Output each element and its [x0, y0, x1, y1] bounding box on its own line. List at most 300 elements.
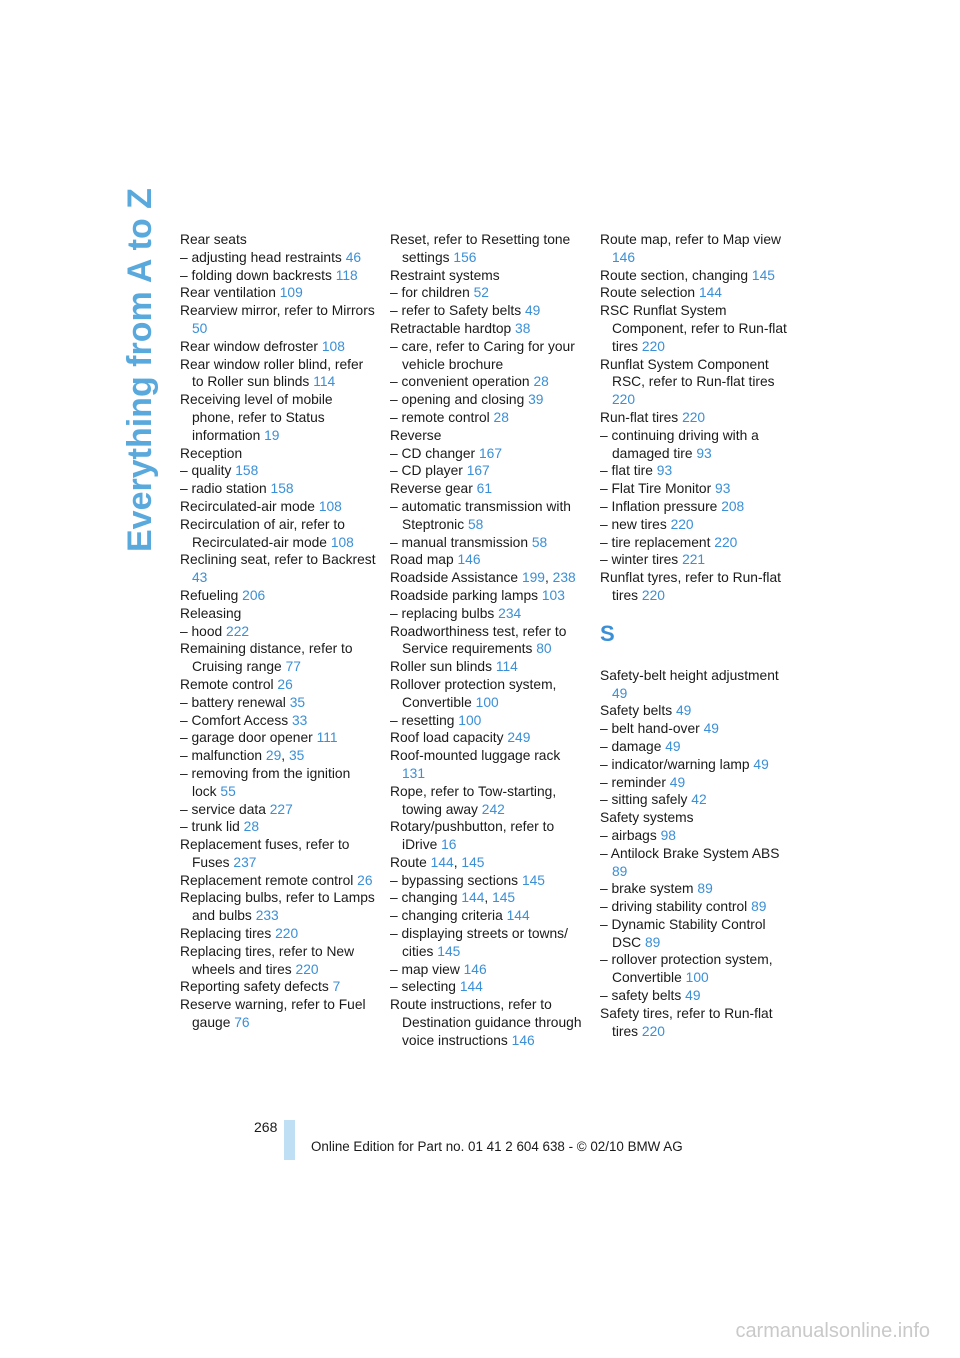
side-section-title: Everything from A to Z	[121, 188, 159, 552]
page-reference-link[interactable]: 249	[507, 730, 531, 746]
page-reference-link[interactable]: 49	[665, 738, 681, 754]
page-reference-link[interactable]: 220	[295, 961, 319, 977]
index-entry-text: – refer to Safety belts	[390, 303, 522, 319]
index-entry	[180, 498, 376, 516]
index-entry	[600, 1005, 796, 1041]
index-entry-text: – displaying streets or towns/ cities	[390, 926, 568, 959]
index-entry-text: Reverse	[390, 427, 442, 443]
page-reference-link[interactable]: 93	[696, 445, 712, 461]
index-entry	[390, 445, 586, 463]
index-entry	[600, 738, 796, 756]
page-reference-link[interactable]: 100	[685, 970, 709, 986]
index-entry	[600, 845, 796, 881]
page-reference-link[interactable]: 28	[493, 409, 509, 425]
index-entry	[180, 480, 376, 498]
page-reference-link[interactable]: 42	[691, 792, 707, 808]
page-reference-link[interactable]: 61	[476, 481, 493, 497]
page-reference-link[interactable]: 145	[751, 267, 775, 283]
page-reference-link[interactable]: 220	[670, 516, 694, 532]
index-entry-text: Replacing bulbs, refer to Lamps and bulbs	[180, 890, 375, 924]
index-entry-text: Reset, refer to Resetting tone settings	[390, 232, 571, 265]
index-entry-text: – indicator/warning lamp	[600, 756, 750, 772]
index-entry	[600, 516, 796, 534]
page-reference-link[interactable]: 220	[641, 587, 665, 603]
page-reference-link[interactable]: 233	[255, 908, 279, 924]
index-entry-text: Refueling	[180, 587, 239, 603]
index-entry-text: – airbags	[600, 827, 657, 843]
page-reference-link[interactable]: 108	[318, 498, 342, 514]
page-reference-link[interactable]: 208	[721, 498, 745, 514]
index-entry	[600, 702, 796, 720]
index-entry-text: Rotary/pushbutton, refer to iDrive	[390, 819, 555, 853]
index-entry-text: Rear window defroster	[180, 338, 319, 354]
index-entry-text: Route section, changing	[600, 267, 749, 283]
page-reference-link[interactable]: 29	[265, 748, 282, 764]
index-entry-text: – continuing driving with a damaged tire	[600, 427, 759, 461]
index-entry-text: Safety tires, refer to Run-flat tires	[600, 1005, 773, 1039]
index-entry	[600, 827, 796, 845]
index-entry-text: – radio station	[180, 481, 267, 497]
page-reference-link[interactable]: 98	[660, 827, 676, 843]
page-reference-link[interactable]: 156	[453, 249, 477, 265]
index-entry	[180, 284, 376, 302]
index-entry	[180, 889, 376, 925]
watermark: carmanualsonline.info	[735, 1320, 930, 1342]
index-entry-text: – automatic transmission with Steptronic	[390, 498, 571, 532]
index-entry	[600, 356, 796, 409]
page-reference-link[interactable]: 111	[316, 730, 338, 746]
index-entry	[600, 284, 796, 302]
index-entry	[180, 551, 376, 587]
page-reference-link[interactable]: 43	[192, 570, 208, 586]
page-reference-link[interactable]: 100	[475, 694, 499, 710]
index-entry	[390, 658, 586, 676]
index-entry-text: Route instructions, refer to Destination guidance through voice instructions	[390, 997, 582, 1048]
page-reference-link[interactable]: 49	[753, 756, 769, 772]
index-entry	[390, 409, 586, 427]
page-reference-link[interactable]: 220	[714, 534, 738, 550]
index-entry	[390, 534, 586, 552]
page-reference-link[interactable]: 93	[715, 481, 731, 497]
page-separator: ,	[544, 570, 549, 586]
index-entry	[390, 498, 586, 534]
page-reference-link[interactable]: 28	[533, 374, 549, 390]
page-reference-link[interactable]: 144	[506, 908, 530, 924]
index-entry-text: – driving stability control	[600, 899, 748, 915]
page-reference-link[interactable]: 49	[703, 721, 719, 737]
page-reference-link[interactable]: 144	[459, 979, 483, 995]
index-entry-text: – opening and closing	[390, 392, 525, 408]
index-entry-text: Safety-belt height adjustment	[600, 667, 779, 683]
index-entry	[390, 284, 586, 302]
index-entry	[390, 391, 586, 409]
index-entry-text: – malfunction	[180, 748, 263, 764]
page-reference-link[interactable]: 114	[495, 659, 518, 675]
page-separator: ,	[453, 854, 458, 870]
index-entry-text: – quality	[180, 463, 232, 479]
footer-edition-note: Online Edition for Part no. 01 41 2 604 638 - © 02/10 BMW AG	[311, 1139, 683, 1154]
index-entry-text: – changing criteria	[390, 908, 503, 924]
index-entry	[390, 338, 586, 374]
page-reference-link[interactable]: 49	[675, 703, 692, 719]
index-entry-text: – winter tires	[600, 552, 679, 568]
index-entry-text: Replacement remote control	[180, 872, 354, 888]
page-reference-link[interactable]: 146	[463, 961, 487, 977]
index-entry-text: Retractable hardtop	[390, 320, 512, 336]
index-entry-text: – flat tire	[600, 463, 653, 479]
page-reference-link[interactable]: 108	[321, 338, 345, 354]
index-entry-text: Rope, refer to Tow-starting, towing away	[390, 783, 557, 817]
index-entry-text: Roof-mounted luggage rack	[390, 748, 561, 764]
index-entry-text: – Antilock Brake System ABS	[600, 845, 780, 861]
page-reference-link[interactable]: 93	[656, 463, 673, 479]
index-entry-text: Route selection	[600, 285, 696, 301]
index-entry	[600, 409, 796, 427]
index-entry	[600, 569, 796, 605]
page-reference-link[interactable]: 144	[698, 285, 722, 301]
index-entry	[390, 783, 586, 819]
index-entry-text: – CD player	[390, 463, 463, 479]
page-separator: ,	[281, 748, 286, 764]
index-entry-text: Roof load capacity	[390, 730, 504, 746]
page-reference-link[interactable]: 52	[473, 285, 489, 301]
index-entry	[390, 462, 586, 480]
index-entry-text: Roadside Assistance	[390, 570, 519, 586]
index-entry	[600, 756, 796, 774]
page-reference-link[interactable]: 145	[521, 872, 545, 888]
page-reference-link[interactable]: 238	[552, 570, 576, 586]
index-entry	[390, 587, 586, 605]
index-letter-heading: S	[600, 620, 615, 646]
page-reference-link[interactable]: 158	[270, 481, 294, 497]
index-entry-text: Road map	[390, 552, 454, 568]
index-entry-text: – garage door opener	[180, 730, 313, 746]
page-reference-link[interactable]: 76	[234, 1015, 250, 1031]
index-entry	[390, 907, 586, 925]
index-entry	[390, 373, 586, 391]
index-entry-text: – bypassing sections	[390, 872, 519, 888]
index-entry-text: – service data	[180, 801, 266, 817]
index-entry-text: – trunk lid	[180, 819, 240, 835]
index-entry-text: – replacing bulbs	[390, 605, 495, 621]
index-entry	[390, 978, 586, 996]
index-entry-text: – map view	[390, 961, 460, 977]
index-entry	[600, 667, 796, 703]
index-entry-text: Rollover protection system, Convertible	[390, 676, 557, 710]
index-entry-text: – hood	[180, 623, 223, 639]
page-reference-link[interactable]: 167	[466, 463, 490, 479]
index-entry-text: Reception	[180, 445, 243, 461]
page-reference-link[interactable]: 199	[521, 570, 545, 586]
page-reference-link[interactable]: 227	[269, 801, 293, 817]
page-reference-link[interactable]: 55	[220, 783, 236, 799]
page-reference-link[interactable]: 35	[288, 748, 305, 764]
page-reference-link[interactable]: 114	[313, 374, 336, 390]
index-entry	[600, 267, 796, 285]
index-entry-text: Route	[390, 854, 427, 870]
index-entry-text: – Comfort Access	[180, 712, 289, 728]
index-entry	[600, 791, 796, 809]
index-entry	[180, 249, 376, 267]
index-entry	[600, 774, 796, 792]
index-entry-text: Reserve warning, refer to Fuel gauge	[180, 997, 366, 1031]
index-entry	[600, 534, 796, 552]
page-reference-link[interactable]: 50	[192, 320, 208, 336]
page-reference-link[interactable]: 234	[498, 605, 522, 621]
index-entry	[600, 951, 796, 987]
index-entry	[180, 978, 376, 996]
index-column-1	[180, 231, 376, 1032]
index-entry-text: RSC Runflat System Component, refer to Run-flat tires	[600, 303, 787, 354]
page-reference-link[interactable]: 220	[682, 409, 706, 425]
page-number: 268	[254, 1119, 278, 1135]
index-entry	[600, 720, 796, 738]
index-entry	[600, 498, 796, 516]
index-entry	[600, 880, 796, 898]
index-entry	[180, 623, 376, 641]
index-entry-text: Rearview mirror, refer to Mirrors	[180, 303, 375, 319]
index-entry	[600, 809, 796, 827]
page-reference-link[interactable]: 89	[697, 881, 713, 897]
index-entry-text: – reminder	[600, 774, 666, 790]
index-entry	[390, 623, 586, 659]
page-reference-link[interactable]: 58	[467, 516, 484, 532]
index-entry	[180, 694, 376, 712]
page-reference-link[interactable]: 220	[641, 1023, 665, 1039]
index-column-2	[390, 231, 586, 1050]
index-entry	[600, 302, 796, 355]
page-reference-link[interactable]: 220	[612, 392, 636, 408]
index-entry	[600, 898, 796, 916]
page-reference-link[interactable]: 237	[233, 854, 257, 870]
index-entry-text: – sitting safely	[600, 792, 688, 808]
index-entry	[390, 729, 586, 747]
page-reference-link[interactable]: 16	[441, 837, 457, 853]
index-entry-text: Rear window roller blind, refer to Roller sun blinds	[180, 356, 364, 390]
index-entry-text: – remote control	[390, 409, 490, 425]
index-entry-text: Roller sun blinds	[390, 659, 492, 675]
page-reference-link[interactable]: 49	[669, 774, 686, 790]
index-entry	[180, 445, 376, 463]
page-reference-link[interactable]: 26	[357, 872, 373, 888]
page-reference-link[interactable]: 77	[285, 659, 301, 675]
index-entry	[600, 427, 796, 463]
index-entry-text: – changing	[390, 890, 458, 906]
page-reference-link[interactable]: 145	[461, 854, 485, 870]
page-reference-link[interactable]: 109	[279, 285, 303, 301]
page-reference-link[interactable]: 89	[612, 863, 628, 879]
index-entry-text: Route map, refer to Map view	[600, 232, 781, 247]
index-entry-text: – Dynamic Stability Control DSC	[600, 916, 766, 950]
page-reference-link[interactable]: 145	[492, 890, 516, 906]
page-reference-link[interactable]: 158	[235, 463, 259, 479]
index-entry	[180, 996, 376, 1032]
page-reference-link[interactable]: 49	[524, 303, 541, 319]
index-entry-text: – for children	[390, 285, 470, 301]
index-entry-text: Replacement fuses, refer to Fuses	[180, 837, 350, 870]
index-entry	[180, 605, 376, 623]
index-entry-text: Roadside parking lamps	[390, 587, 539, 603]
index-entry	[390, 676, 586, 712]
page-reference-link[interactable]: 89	[751, 899, 767, 915]
index-entry-text: Runflat System Component RSC, refer to Run-flat tires	[600, 356, 775, 390]
index-entry-text: – Flat Tire Monitor	[600, 481, 712, 497]
index-entry-text: Remaining distance, refer to Cruising range	[180, 641, 353, 675]
index-entry-text: Reverse gear	[390, 481, 473, 497]
page-reference-link[interactable]: 35	[289, 694, 306, 710]
index-entry	[600, 916, 796, 952]
index-entry-text: – safety belts	[600, 988, 682, 1004]
index-entry	[180, 640, 376, 676]
index-entry	[390, 569, 586, 587]
index-entry-text: Restraint systems	[390, 267, 500, 283]
index-entry	[390, 961, 586, 979]
index-entry	[390, 320, 586, 338]
index-entry-text: – removing from the ignition lock	[180, 765, 351, 799]
page-reference-link[interactable]: 118	[335, 267, 358, 283]
page-reference-link[interactable]: 19	[264, 427, 280, 443]
index-entry-text: – battery renewal	[180, 694, 286, 710]
page-reference-link[interactable]: 220	[275, 926, 299, 942]
index-entry	[390, 551, 586, 569]
page-reference-link[interactable]: 145	[437, 943, 461, 959]
index-entry	[180, 516, 376, 552]
index-entry	[390, 267, 586, 285]
index-entry-text: Run-flat tires	[600, 409, 679, 425]
index-entry-text: Recirculation of air, refer to Recirculated-air mode	[180, 516, 345, 550]
page-reference-link[interactable]: 38	[515, 320, 531, 336]
page-reference-link[interactable]: 146	[511, 1032, 535, 1048]
index-entry	[390, 854, 586, 872]
page-reference-link[interactable]: 220	[641, 338, 665, 354]
page-reference-link[interactable]: 222	[226, 623, 250, 639]
page-reference-link[interactable]: 49	[612, 685, 628, 701]
page-reference-link[interactable]: 26	[277, 676, 293, 692]
index-column-3	[600, 231, 796, 1040]
index-entry	[390, 480, 586, 498]
index-entry	[180, 836, 376, 872]
index-entry-text: Runflat tyres, refer to Run-flat tires	[600, 570, 781, 603]
index-entry-text: Reclining seat, refer to Backrest	[180, 552, 376, 568]
page-reference-link[interactable]: 146	[457, 552, 481, 568]
index-entry	[180, 765, 376, 801]
index-entry	[180, 943, 376, 979]
index-entry-text: – tire replacement	[600, 534, 711, 550]
page-reference-link[interactable]: 80	[536, 641, 552, 657]
index-entry	[390, 231, 586, 267]
index-entry	[180, 676, 376, 694]
index-entry-text: – belt hand-over	[600, 721, 700, 737]
index-entry	[180, 231, 376, 249]
page-separator: ,	[484, 890, 489, 906]
page-reference-link[interactable]: 39	[528, 392, 544, 408]
page-reference-link[interactable]: 167	[478, 445, 503, 461]
index-entry-text: – adjusting head restraints	[180, 249, 342, 265]
index-entry	[180, 338, 376, 356]
page-reference-link[interactable]: 7	[332, 979, 341, 995]
index-entry	[600, 462, 796, 480]
page-reference-link[interactable]: 46	[345, 249, 362, 265]
index-entry-text: – selecting	[390, 979, 456, 995]
page-reference-link[interactable]: 33	[291, 712, 308, 728]
index-entry-text: Releasing	[180, 605, 242, 621]
index-entry	[390, 872, 586, 890]
index-entry	[180, 462, 376, 480]
index-entry-text: Rear seats	[180, 232, 247, 247]
page-reference-link[interactable]: 206	[242, 587, 266, 603]
index-entry-text: Remote control	[180, 676, 274, 692]
index-entry-text: Roadworthiness test, refer to Service requirements	[390, 623, 567, 657]
index-entry	[390, 996, 586, 1049]
index-entry	[390, 889, 586, 907]
index-entry	[600, 231, 796, 267]
index-entry	[600, 551, 796, 569]
page-reference-link[interactable]: 100	[458, 712, 482, 728]
index-entry	[600, 987, 796, 1005]
index-entry-text: – resetting	[390, 712, 455, 728]
page-reference-link[interactable]: 144	[461, 890, 485, 906]
page-reference-link[interactable]: 242	[481, 801, 505, 817]
index-entry	[180, 267, 376, 285]
index-entry-text: Reporting safety defects	[180, 979, 329, 995]
index-entry-text: – manual transmission	[390, 534, 529, 550]
index-entry	[180, 925, 376, 943]
page-reference-link[interactable]: 89	[644, 934, 661, 950]
page-reference-link[interactable]: 28	[243, 819, 260, 835]
footer-accent-bar	[284, 1120, 295, 1160]
index-entry-text: – rollover protection system, Convertible	[600, 952, 773, 986]
index-entry	[180, 712, 376, 730]
index-entry-text: Receiving level of mobile phone, refer to Status information	[180, 392, 333, 443]
page-reference-link[interactable]: 131	[402, 765, 426, 781]
index-entry	[180, 587, 376, 605]
index-entry	[390, 747, 586, 783]
index-entry	[180, 302, 376, 338]
index-entry-text: Safety belts	[600, 703, 673, 719]
page-reference-link[interactable]: 49	[685, 988, 701, 1004]
index-entry-text: – brake system	[600, 881, 694, 897]
page-reference-link[interactable]: 103	[541, 587, 565, 603]
index-entry	[180, 391, 376, 444]
index-entry-text: – CD changer	[390, 445, 476, 461]
index-entry	[180, 818, 376, 836]
page-reference-link[interactable]: 221	[682, 552, 706, 568]
index-entry	[600, 480, 796, 498]
page-reference-link[interactable]: 146	[612, 249, 636, 265]
index-entry	[390, 712, 586, 730]
page-reference-link[interactable]: 58	[531, 534, 548, 550]
index-entry	[180, 747, 376, 765]
page-reference-link[interactable]: 144	[430, 854, 454, 870]
index-entry	[180, 801, 376, 819]
index-entry-text: – care, refer to Caring for your vehicle brochure	[390, 338, 575, 372]
index-entry	[390, 302, 586, 320]
index-entry-text: Rear ventilation	[180, 285, 276, 301]
index-entry-text: Replacing tires	[180, 926, 272, 942]
index-entry	[390, 605, 586, 623]
index-entry-text: – convenient operation	[390, 374, 530, 390]
page-reference-link[interactable]: 108	[330, 534, 354, 550]
index-entry-text: Safety systems	[600, 810, 694, 826]
index-entry-text: Replacing tires, refer to New wheels and tires	[180, 943, 355, 977]
index-entry-text: – Inflation pressure	[600, 498, 718, 514]
index-entry	[390, 925, 586, 961]
index-entry	[180, 872, 376, 890]
index-entry-text: Recirculated-air mode	[180, 498, 315, 514]
index-entry	[390, 427, 586, 445]
index-entry-text: – new tires	[600, 516, 667, 532]
index-entry-text: – folding down backrests	[180, 267, 332, 283]
